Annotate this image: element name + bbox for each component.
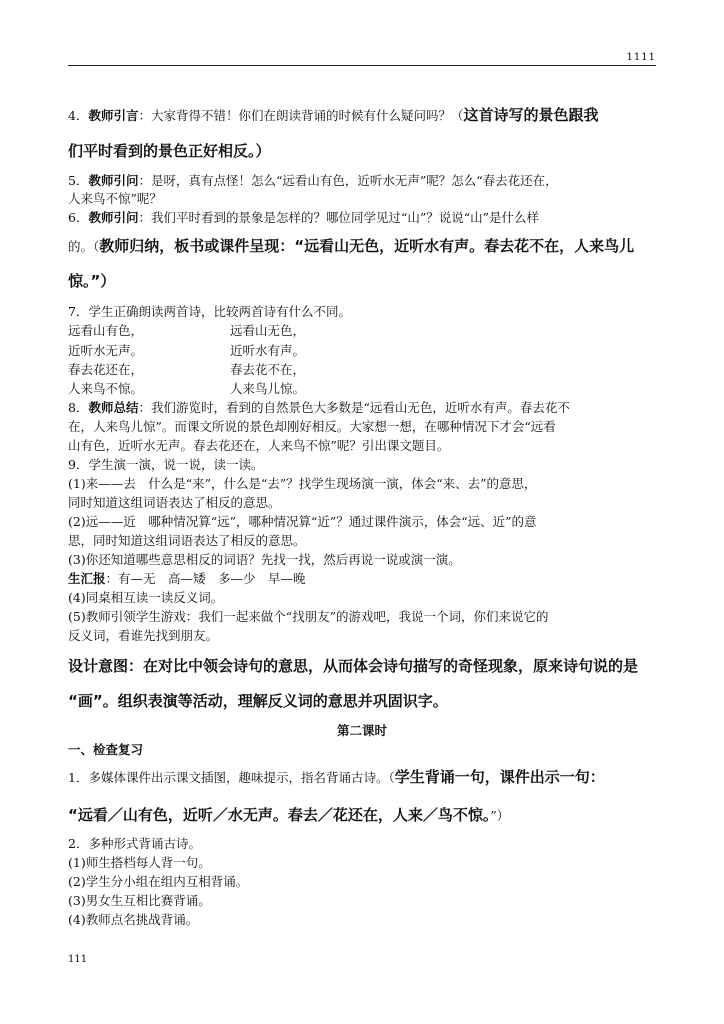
- footer-page-number: 111: [68, 954, 88, 965]
- step-text: ”）: [490, 808, 510, 823]
- poem-contrast: 远看山无色，: [230, 323, 306, 338]
- poem-line-4: [68, 380, 306, 398]
- poem-contrast: 春去花不在，: [230, 362, 306, 377]
- step-text: 1．多媒体课件出示课文插图，趣味提示，指名背诵古诗。（: [68, 770, 395, 785]
- step-5-cont: 人来鸟不惊”呢？: [68, 191, 162, 206]
- step-9-item-4: (4)同桌相互读一读反义词。: [68, 590, 224, 605]
- review-step-1: [68, 768, 605, 787]
- step-9-item-5: (5)教师引领学生游戏：我们一起来做个“找朋友”的游戏吧，我说一个词，你们来说它的: [68, 609, 549, 624]
- step-9-item-3: (3)你还知道哪些意思相反的词语？先找一找，然后再说一说或演一演。: [68, 552, 461, 567]
- step-8-cont-1: 在，人来鸟儿惊”。而课文所说的景色却刚好相反。大家想一想，在哪种情况下才会“远看: [68, 419, 556, 434]
- review-step-2-item-3: (3)男女生互相比赛背诵。: [68, 893, 211, 908]
- step-label: 教师引问: [88, 173, 139, 188]
- poem-line-1: [68, 322, 306, 340]
- review-step-2-item-4: (4)教师点名挑战背诵。: [68, 912, 199, 927]
- step-text: ：是呀，真有点怪！怎么“远看山有色，近听水无声”呢？怎么“春去花还在，: [138, 173, 558, 188]
- design-intent-cont: “画”。组织表演等活动，理解反义词的意思并巩固识字。: [68, 692, 448, 710]
- step-9: 9．学生演一演，说一说，读一读。: [68, 457, 264, 472]
- step-label: 教师引问: [88, 210, 139, 225]
- section-title-second-lesson: 第二课时: [336, 723, 387, 738]
- step-5: [68, 172, 558, 190]
- poem-original: 春去花还在，: [68, 362, 144, 377]
- step-4-cont: 们平时看到的景色正好相反。）: [68, 142, 271, 160]
- step-9-item-2-cont: 思，同时知道这组词语表达了相反的意思。: [68, 533, 306, 548]
- step-text: ：我们游览时，看到的自然景色大多数是“远看山无色，近听水有声。春去花不: [138, 400, 570, 415]
- step-text-emphasis: 这首诗写的景色跟我: [463, 106, 599, 124]
- step-8-cont-2: 山有色，近听水无声。春去花还在，人来鸟不惊”呢？引出课文题目。: [68, 438, 450, 453]
- poem-original: 远看山有色，: [68, 323, 144, 338]
- report-text: ：有—无 高—矮 多—少 早—晚: [105, 571, 306, 586]
- step-8: [68, 399, 570, 417]
- step-text: ：大家背得不错！你们在朗读背诵的时候有什么疑问吗？（: [138, 108, 464, 123]
- step-number: 6．: [68, 210, 89, 225]
- student-report: [68, 570, 306, 588]
- section-heading-review: 一、检查复习: [68, 742, 144, 757]
- poem-original: 近听水无声。: [68, 343, 144, 358]
- step-text-emphasis: “远看／山有色，近听／水无声。春去／花还在，人来／鸟不惊。: [68, 806, 491, 824]
- poem-contrast: 人来鸟儿惊。: [230, 381, 306, 396]
- review-step-2-item-1: (1)师生搭档每人背一句。: [68, 855, 211, 870]
- poem-line-2: [68, 342, 306, 360]
- step-number: 5．: [68, 173, 89, 188]
- step-text-emphasis: 学生背诵一句，课件出示一句：: [394, 768, 605, 786]
- poem-line-3: [68, 361, 306, 379]
- step-9-item-5-cont: 反义词，看谁先找到朋友。: [68, 628, 219, 643]
- header-page-number: 1111: [626, 52, 656, 63]
- step-9-item-1: (1)来——去 什么是“来”，什么是“去”？找学生现场演一演，体会“来、去”的意思，: [68, 476, 537, 491]
- step-text-emphasis: 教师归纳，板书或课件呈现：“远看山无色，近听水有声。春去花不在，人来鸟儿: [99, 237, 635, 255]
- step-number: 8．: [68, 400, 89, 415]
- step-4: [68, 106, 599, 125]
- step-text: 的。（: [68, 239, 100, 254]
- step-9-item-2: (2)远——近 哪种情况算“远”，哪种情况算“近”？通过课件演示，体会“远、近”的意: [68, 514, 537, 529]
- step-label: 教师总结: [88, 400, 139, 415]
- step-6: [68, 209, 539, 227]
- poem-original: 人来鸟不惊。: [68, 381, 144, 396]
- design-intent: 设计意图：在对比中领会诗句的意思，从而体会诗句描写的奇怪现象，原来诗句说的是: [68, 657, 639, 675]
- report-label: 生汇报: [68, 571, 106, 586]
- step-9-item-1-cont: 同时知道这组词语表达了相反的意思。: [68, 495, 281, 510]
- step-7: 7．学生正确朗读两首诗，比较两首诗有什么不同。: [68, 304, 351, 319]
- step-number: 4．: [68, 108, 89, 123]
- review-step-1-cont: [68, 806, 509, 825]
- step-text: ：我们平时看到的景象是怎样的？哪位同学见过“山”？说说“山”是什么样: [138, 210, 540, 225]
- review-step-2: 2．多种形式背诵古诗。: [68, 836, 201, 851]
- step-label: 教师引言: [88, 108, 139, 123]
- step-6-cont: [68, 237, 634, 256]
- review-step-2-item-2: (2)学生分小组在组内互相背诵。: [68, 874, 249, 889]
- poem-contrast: 近听水有声。: [230, 343, 306, 358]
- step-6-end: 惊。”）: [68, 272, 116, 290]
- header-rule: [68, 65, 656, 66]
